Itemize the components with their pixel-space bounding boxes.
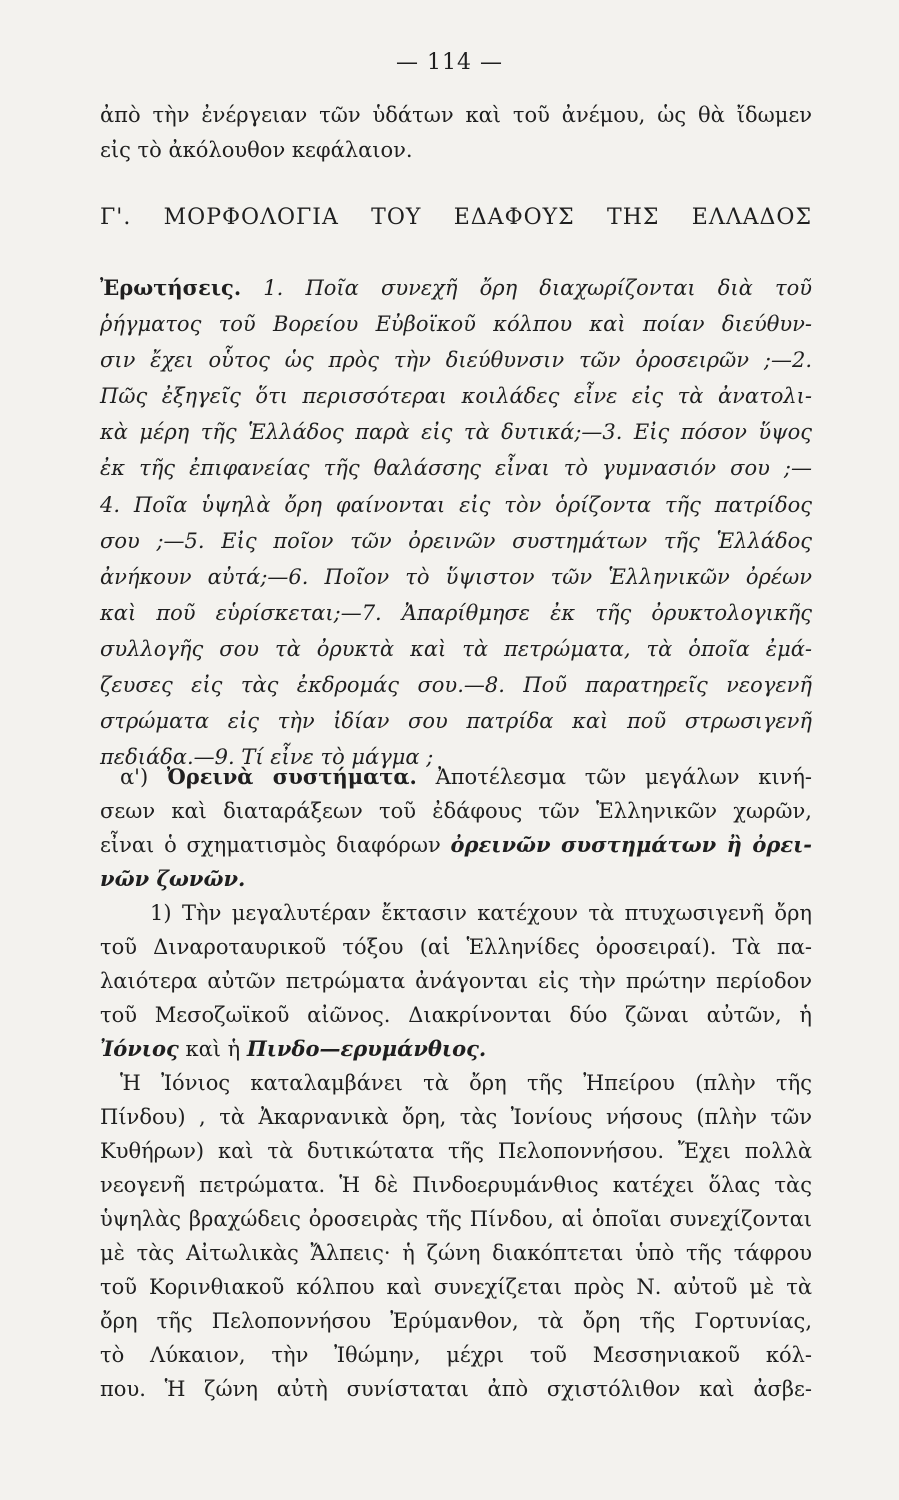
question-line: ῥήγματος τοῦ Βορείου Εὐβοϊκοῦ κόλπου καὶ ποίαν διεύθυν-	[100, 312, 812, 337]
questions-label: Ἐρωτήσεις.	[100, 275, 242, 300]
text-line: ὄρη τῆς Πελοποννήσου Ἐρύμανθον, τὰ ὄρη τῆς Γορτυνίας,	[100, 1309, 812, 1333]
text-line: ἀπὸ τὴν ἐνέργειαν τῶν ὑδάτων καὶ τοῦ ἀνέμου, ὡς θὰ ἴδωμεν	[100, 103, 812, 127]
text-line	[100, 1032, 812, 1066]
question-line: καὶ ποῦ εὑρίσκεται;—7. Ἀπαρίθμησε ἐκ τῆς ὀρυκτολογικῆς	[100, 600, 812, 625]
question-line: πεδιάδα.—9. Τί εἶνε τὸ μάγμα ;	[100, 745, 434, 770]
intro-paragraph	[100, 98, 812, 168]
question-text: 1. Ποῖα συνεχῆ ὄρη διαχωρίζονται διὰ τοῦ	[263, 276, 812, 300]
text-line: τοῦ Διναροταυρικοῦ τόξου (αἱ Ἑλληνίδες ὀροσειραί). Τὰ πα-	[100, 935, 812, 959]
text-line: Πίνδου) , τὰ Ἀκαρνανικὰ ὄρη, τὰς Ἰονίους νήσους (πλὴν τῶν	[100, 1105, 812, 1129]
text-line: νεογενῆ πετρώματα. Ἡ δὲ Πινδοερυμάνθιος κατέχει ὅλας τὰς	[100, 1173, 812, 1197]
text-segment: εἶναι ὁ σχηματισμὸς διαφόρων	[100, 833, 441, 857]
text-line: τὸ Λύκαιον, τὴν Ἰθώμην, μέχρι τοῦ Μεσσηνιακοῦ κόλ-	[100, 1343, 812, 1367]
term-mountain-systems: ὀρεινῶν συστημάτων ἢ ὀρει-	[450, 832, 812, 857]
text-line: τοῦ Μεσοζωϊκοῦ αἰῶνος. Διακρίνονται δύο ζῶναι αὐτῶν, ἡ	[100, 1003, 812, 1027]
term-mountain-zones: νῶν ζωνῶν.	[100, 866, 246, 891]
section-marker: α')	[120, 765, 149, 789]
text-line: Κυθήρων) καὶ τὰ δυτικώτατα τῆς Πελοποννήσου. Ἔχει πολλὰ	[100, 1139, 812, 1163]
question-line: σιν ἔχει οὗτος ὡς πρὸς τὴν διεύθυνσιν τῶν ὀροσειρῶν ;—2.	[100, 348, 812, 373]
section-title: Ὀρεινὰ συστήματα.	[166, 764, 417, 789]
question-line: ἐκ τῆς ἐπιφανείας τῆς θαλάσσης εἶναι τὸ γυμνασιόν σου ;—	[100, 456, 812, 481]
zone-pindos-erymanthian: Πινδο—ερυμάνθιος.	[246, 1036, 487, 1061]
text-line: 1) Τὴν μεγαλυτέραν ἔκτασιν κατέχουν τὰ πτυχωσιγενῆ ὄρη	[150, 901, 812, 925]
section-title-line	[100, 760, 812, 794]
zone-ionian: Ἰόνιος	[100, 1036, 179, 1061]
text-line: σεων καὶ διαταράξεων τοῦ ἐδάφους τῶν Ἑλληνικῶν χωρῶν,	[100, 799, 812, 823]
question-line: συλλογῆς σου τὰ ὀρυκτὰ καὶ τὰ πετρώματα, τὰ ὁποῖα ἐμά-	[100, 636, 812, 661]
question-line: σου ;—5. Εἰς ποῖον τῶν ὀρεινῶν συστημάτων τῆς Ἑλλάδος	[100, 528, 812, 553]
text-segment: Ἀποτέλεσμα τῶν μεγάλων κινή-	[435, 765, 812, 789]
page-number: — 114 —	[396, 50, 503, 75]
text-line	[100, 862, 812, 896]
text-line: Ἡ Ἰόνιος καταλαμβάνει τὰ ὄρη τῆς Ἠπείρου (πλὴν τῆς	[120, 1071, 812, 1095]
question-line: ἀνήκουν αὐτά;—6. Ποῖον τὸ ὕψιστον τῶν Ἑλληνικῶν ὀρέων	[100, 564, 812, 589]
text-line: ὑψηλὰς βραχώδεις ὀροσειρὰς τῆς Πίνδου, αἱ ὁποῖαι συνεχίζονται	[100, 1207, 812, 1231]
question-line: ζευσες εἰς τὰς ἐκδρομάς σου.—8. Ποῦ παρατηρεῖς νεογενῆ	[100, 673, 812, 698]
text-line: τοῦ Κορινθιακοῦ κόλπου καὶ συνεχίζεται πρὸς Ν. αὐτοῦ μὲ τὰ	[100, 1275, 812, 1299]
question-line: στρώματα εἰς τὴν ἰδίαν σου πατρίδα καὶ ποῦ στρωσιγενῆ	[100, 709, 812, 734]
text-line: που. Ἡ ζώνη αὐτὴ συνίσταται ἀπὸ σχιστόλιθον καὶ ἀσβε-	[100, 1377, 812, 1401]
question-line: Πῶς ἐξηγεῖς ὅτι περισσότεραι κοιλάδες εἶνε εἰς τὰ ἀνατολι-	[100, 384, 812, 409]
text-line: μὲ τὰς Αἰτωλικὰς Ἄλπεις· ἡ ζώνη διακόπτεται ὑπὸ τῆς τάφρου	[100, 1241, 812, 1265]
questions-block	[100, 270, 812, 775]
text-line: εἰς τὸ ἀκόλουθον κεφάλαιον.	[100, 138, 413, 162]
text-line	[100, 828, 812, 862]
text-line: λαιότερα αὐτῶν πετρώματα ἀνάγονται εἰς τὴν πρώτην περίοδον	[100, 969, 812, 993]
text-segment: καὶ ἡ	[185, 1037, 241, 1061]
section-heading: Γ'. ΜΟΡΦΟΛΟΓΙΑ ΤΟΥ ΕΔΑΦΟΥΣ ΤΗΣ ΕΛΛΑΔΟΣ	[100, 205, 812, 230]
question-line	[100, 270, 812, 306]
question-line: 4. Ποῖα ὑψηλὰ ὄρη φαίνονται εἰς τὸν ὁρίζοντα τῆς πατρίδος	[100, 492, 812, 517]
question-line: κὰ μέρη τῆς Ἑλλάδος παρὰ εἰς τὰ δυτικά;—3. Εἰς πόσον ὕψος	[100, 420, 812, 445]
mountain-systems-section	[100, 760, 812, 1406]
